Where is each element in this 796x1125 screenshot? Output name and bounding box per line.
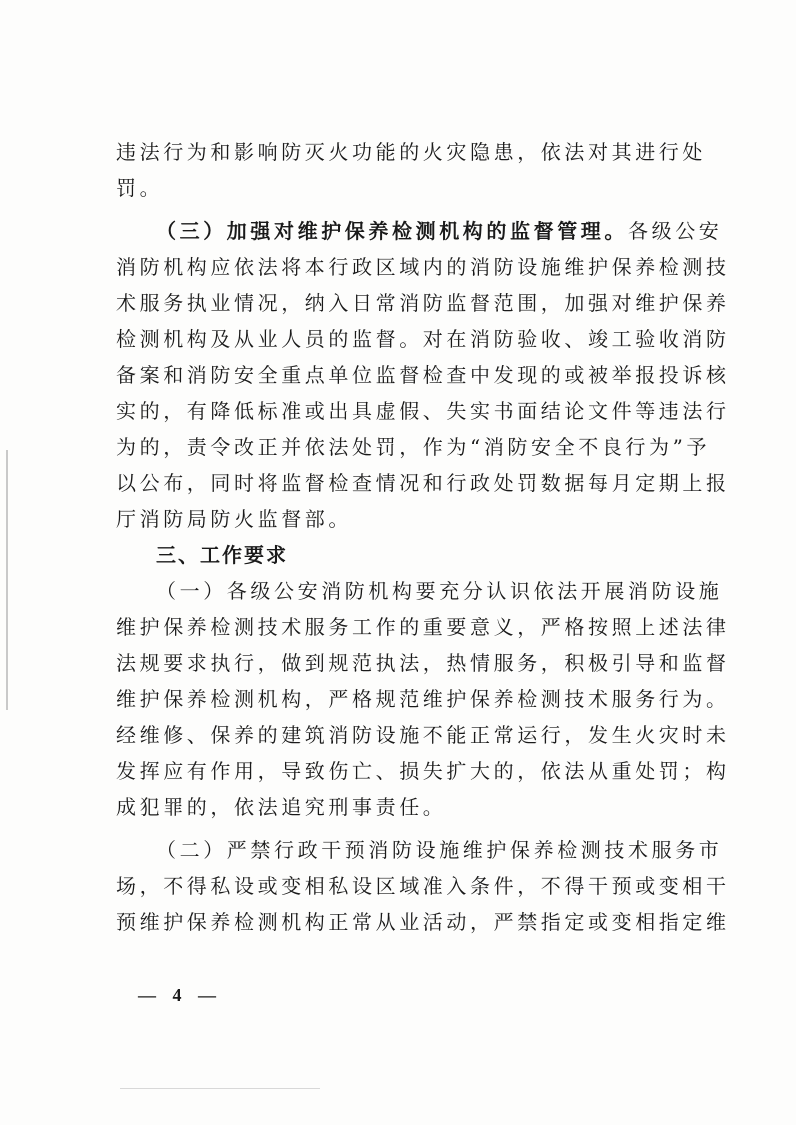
section-3-heading: （三）加强对维护保养检测机构的监督管理。 bbox=[156, 219, 628, 243]
paragraph-line: 维护保养检测技术服务工作的重要意义，严格按照上述法律 bbox=[116, 615, 730, 639]
section-3-first-line-rest: 各级公安 bbox=[628, 219, 723, 243]
paragraph-line: 为的，责令改正并依法处罚，作为“消防安全不良行为”予 bbox=[116, 435, 711, 459]
paragraph-line: 厅消防局防火监督部。 bbox=[116, 507, 352, 531]
section-3-first-line bbox=[116, 213, 723, 249]
paragraph-line: 罚。 bbox=[116, 176, 164, 200]
paragraph-line: 预维护保养检测机构正常从业活动，严禁指定或变相指定维 bbox=[116, 910, 730, 934]
paragraph-line: 发挥应有作用，导致伤亡、损失扩大的，依法从重处罚；构 bbox=[116, 759, 730, 783]
scan-bottom-mark bbox=[120, 1088, 320, 1089]
paragraph-line: （一）各级公安消防机构要充分认识依法开展消防设施 bbox=[156, 579, 723, 603]
paragraph-line: （二）严禁行政干预消防设施维护保养检测技术服务市 bbox=[156, 838, 723, 862]
paragraph-line: 实的，有降低标准或出具虚假、失实书面结论文件等违法行 bbox=[116, 399, 730, 423]
paragraph-line: 成犯罪的，依法追究刑事责任。 bbox=[116, 795, 447, 819]
paragraph-line: 备案和消防安全重点单位监督检查中发现的或被举报投诉核 bbox=[116, 363, 730, 387]
paragraph-line: 术服务执业情况，纳入日常消防监督范围，加强对维护保养 bbox=[116, 291, 730, 315]
document-body bbox=[116, 134, 730, 940]
paragraph-line: 违法行为和影响防灭火功能的火灾隐患，依法对其进行处 bbox=[116, 140, 706, 164]
paragraph-line: 法规要求执行，做到规范执法，热情服务，积极引导和监督 bbox=[116, 651, 730, 675]
paragraph-line: 经维修、保养的建筑消防设施不能正常运行，发生火灾时未 bbox=[116, 723, 730, 747]
paragraph-line: 维护保养检测机构，严格规范维护保养检测技术服务行为。 bbox=[116, 687, 730, 711]
scan-edge-mark bbox=[6, 450, 8, 710]
paragraph-line: 检测机构及从业人员的监督。对在消防验收、竣工验收消防 bbox=[116, 327, 730, 351]
paragraph-line: 场，不得私设或变相私设区域准入条件，不得干预或变相干 bbox=[116, 874, 730, 898]
part-3-heading: 三、工作要求 bbox=[156, 543, 288, 567]
page-number: — 4 — bbox=[138, 985, 222, 1005]
paragraph-line: 以公布，同时将监督检查情况和行政处罚数据每月定期上报 bbox=[116, 471, 730, 495]
paragraph-line: 消防机构应依法将本行政区域内的消防设施维护保养检测技 bbox=[116, 255, 730, 279]
